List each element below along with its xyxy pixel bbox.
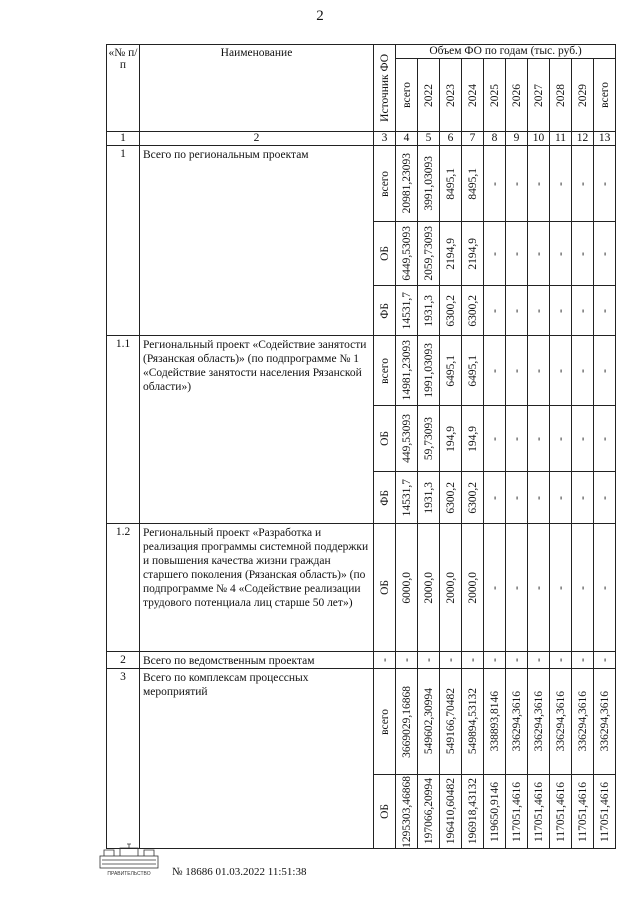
value-cell: - [572,286,594,336]
column-number: 2 [140,132,374,146]
value-cell: 6300,2 [462,472,484,524]
value-cell: - [484,146,506,222]
document-mark: № 18686 01.03.2022 11:51:38 [172,866,307,878]
header-year: всего [594,59,616,132]
value-cell: - [506,524,528,652]
column-number: 1 [107,132,140,146]
value-cell: - [484,222,506,286]
value-cell: 1991,03093 [418,336,440,406]
value-cell: 336294,3616 [594,669,616,775]
value-cell: 117051,4616 [550,775,572,849]
value-cell: 2000,0 [418,524,440,652]
svg-text:ПРАВИТЕЛЬСТВО: ПРАВИТЕЛЬСТВО [107,871,151,877]
value-cell: - [550,286,572,336]
row-name: Всего по региональным проектам [140,146,374,336]
value-cell: - [506,472,528,524]
value-cell: - [506,652,528,669]
value-cell: - [594,146,616,222]
row-name: Всего по ведомственным проектам [140,652,374,669]
value-cell: - [484,472,506,524]
value-cell: 14981,23093 [396,336,418,406]
header-year: 2028 [550,59,572,132]
value-cell: 1931,3 [418,286,440,336]
header-year: 2027 [528,59,550,132]
table-row [107,652,616,669]
source-cell: ОБ [374,775,396,849]
source-cell: ОБ [374,222,396,286]
table-row [107,669,616,775]
value-cell: - [550,524,572,652]
column-number: 10 [528,132,550,146]
value-cell: - [594,652,616,669]
row-number: 2 [107,652,140,669]
page-number: 2 [316,8,324,24]
value-cell: 2194,9 [462,222,484,286]
source-cell: ОБ [374,406,396,472]
value-cell: 336294,3616 [572,669,594,775]
value-cell: - [484,524,506,652]
table-row [107,336,616,406]
value-cell: - [484,286,506,336]
source-cell: ОБ [374,524,396,652]
value-cell: 14531,7 [396,286,418,336]
value-cell: 20981,23093 [396,146,418,222]
value-cell: - [528,222,550,286]
source-cell: всего [374,669,396,775]
value-cell: - [418,652,440,669]
value-cell: - [396,652,418,669]
value-cell: 449,53093 [396,406,418,472]
value-cell: 2000,0 [440,524,462,652]
value-cell: 336294,3616 [550,669,572,775]
header-year: 2026 [506,59,528,132]
column-number: 5 [418,132,440,146]
value-cell: 197066,20994 [418,775,440,849]
value-cell: 336294,3616 [528,669,550,775]
value-cell: - [506,406,528,472]
column-number: 4 [396,132,418,146]
column-number: 12 [572,132,594,146]
value-cell: 6449,53093 [396,222,418,286]
column-number: 13 [594,132,616,146]
column-number: 8 [484,132,506,146]
value-cell: 8495,1 [462,146,484,222]
value-cell: - [484,406,506,472]
table-row [107,524,616,652]
source-cell: ФБ [374,286,396,336]
row-name: Всего по комплексам процессных мероприятий [140,669,374,849]
value-cell: 6000,0 [396,524,418,652]
row-number: 1.1 [107,336,140,524]
value-cell: 119650,9146 [484,775,506,849]
value-cell: 8495,1 [440,146,462,222]
value-cell: - [594,222,616,286]
row-number: 3 [107,669,140,849]
value-cell: 6495,1 [440,336,462,406]
value-cell: - [528,336,550,406]
value-cell: 117051,4616 [506,775,528,849]
value-cell: 1295303,46868 [396,775,418,849]
header-year: 2025 [484,59,506,132]
source-cell: всего [374,336,396,406]
value-cell: - [506,146,528,222]
header-volume: Объем ФО по годам (тыс. руб.) [396,45,616,59]
value-cell: - [528,406,550,472]
value-cell: 194,9 [462,406,484,472]
value-cell: 6300,2 [440,286,462,336]
value-cell: - [572,524,594,652]
value-cell: 6300,2 [440,472,462,524]
value-cell: 196918,43132 [462,775,484,849]
source-cell: ФБ [374,472,396,524]
header-source: Источник ФО [374,45,396,132]
value-cell: - [462,652,484,669]
value-cell: - [572,406,594,472]
value-cell: 338893,8146 [484,669,506,775]
value-cell: - [572,146,594,222]
value-cell: - [528,146,550,222]
value-cell: - [528,472,550,524]
header-year: 2023 [440,59,462,132]
row-name: Региональный проект «Содействие занятости (Рязанская область)» (по подпрограмме № 1 «Содействие занятости населения Рязанской области») [140,336,374,524]
column-number: 7 [462,132,484,146]
value-cell: 194,9 [440,406,462,472]
header-year: 2022 [418,59,440,132]
value-cell: 117051,4616 [528,775,550,849]
source-cell: - [374,652,396,669]
value-cell: 117051,4616 [572,775,594,849]
column-number: 9 [506,132,528,146]
value-cell: 336294,3616 [506,669,528,775]
header-num: «№ п/п [107,45,140,132]
value-cell: - [594,524,616,652]
header-year: всего [396,59,418,132]
value-cell: - [572,652,594,669]
value-cell: 196410,60482 [440,775,462,849]
value-cell: 117051,4616 [594,775,616,849]
value-cell: - [484,336,506,406]
value-cell: - [484,652,506,669]
value-cell: 2194,9 [440,222,462,286]
value-cell: - [550,146,572,222]
value-cell: - [550,406,572,472]
value-cell: - [506,336,528,406]
value-cell: - [528,652,550,669]
value-cell: - [550,222,572,286]
header-year: 2029 [572,59,594,132]
value-cell: - [440,652,462,669]
value-cell: 549602,30994 [418,669,440,775]
value-cell: - [506,222,528,286]
value-cell: - [550,472,572,524]
value-cell: 1931,3 [418,472,440,524]
column-number: 6 [440,132,462,146]
value-cell: 3991,03093 [418,146,440,222]
value-cell: 549166,70482 [440,669,462,775]
value-cell: - [506,286,528,336]
value-cell: - [572,222,594,286]
header-year: 2024 [462,59,484,132]
source-cell: всего [374,146,396,222]
value-cell: - [594,286,616,336]
row-name: Региональный проект «Разработка и реализация программы системной поддержки и повышения качества жизни граждан старшего поколения (Рязанская область)» (по подпрограмме № 4 «Содействие реализации трудового потенциала лиц старше 50 лет») [140,524,374,652]
row-number: 1.2 [107,524,140,652]
value-cell: - [572,336,594,406]
value-cell: 14531,7 [396,472,418,524]
value-cell: - [550,336,572,406]
value-cell: - [594,336,616,406]
column-number: 11 [550,132,572,146]
value-cell: 2059,73093 [418,222,440,286]
value-cell: 3669029,16868 [396,669,418,775]
header-name: Наименование [140,45,374,132]
value-cell: - [594,472,616,524]
value-cell: - [594,406,616,472]
value-cell: - [572,472,594,524]
value-cell: 6495,1 [462,336,484,406]
value-cell: 2000,0 [462,524,484,652]
financing-table [106,44,616,849]
value-cell: - [528,286,550,336]
value-cell: 6300,2 [462,286,484,336]
value-cell: 549894,53132 [462,669,484,775]
table-row [107,146,616,222]
value-cell: 59,73093 [418,406,440,472]
column-number: 3 [374,132,396,146]
row-number: 1 [107,146,140,336]
value-cell: - [528,524,550,652]
value-cell: - [550,652,572,669]
government-stamp-logo [94,842,164,878]
